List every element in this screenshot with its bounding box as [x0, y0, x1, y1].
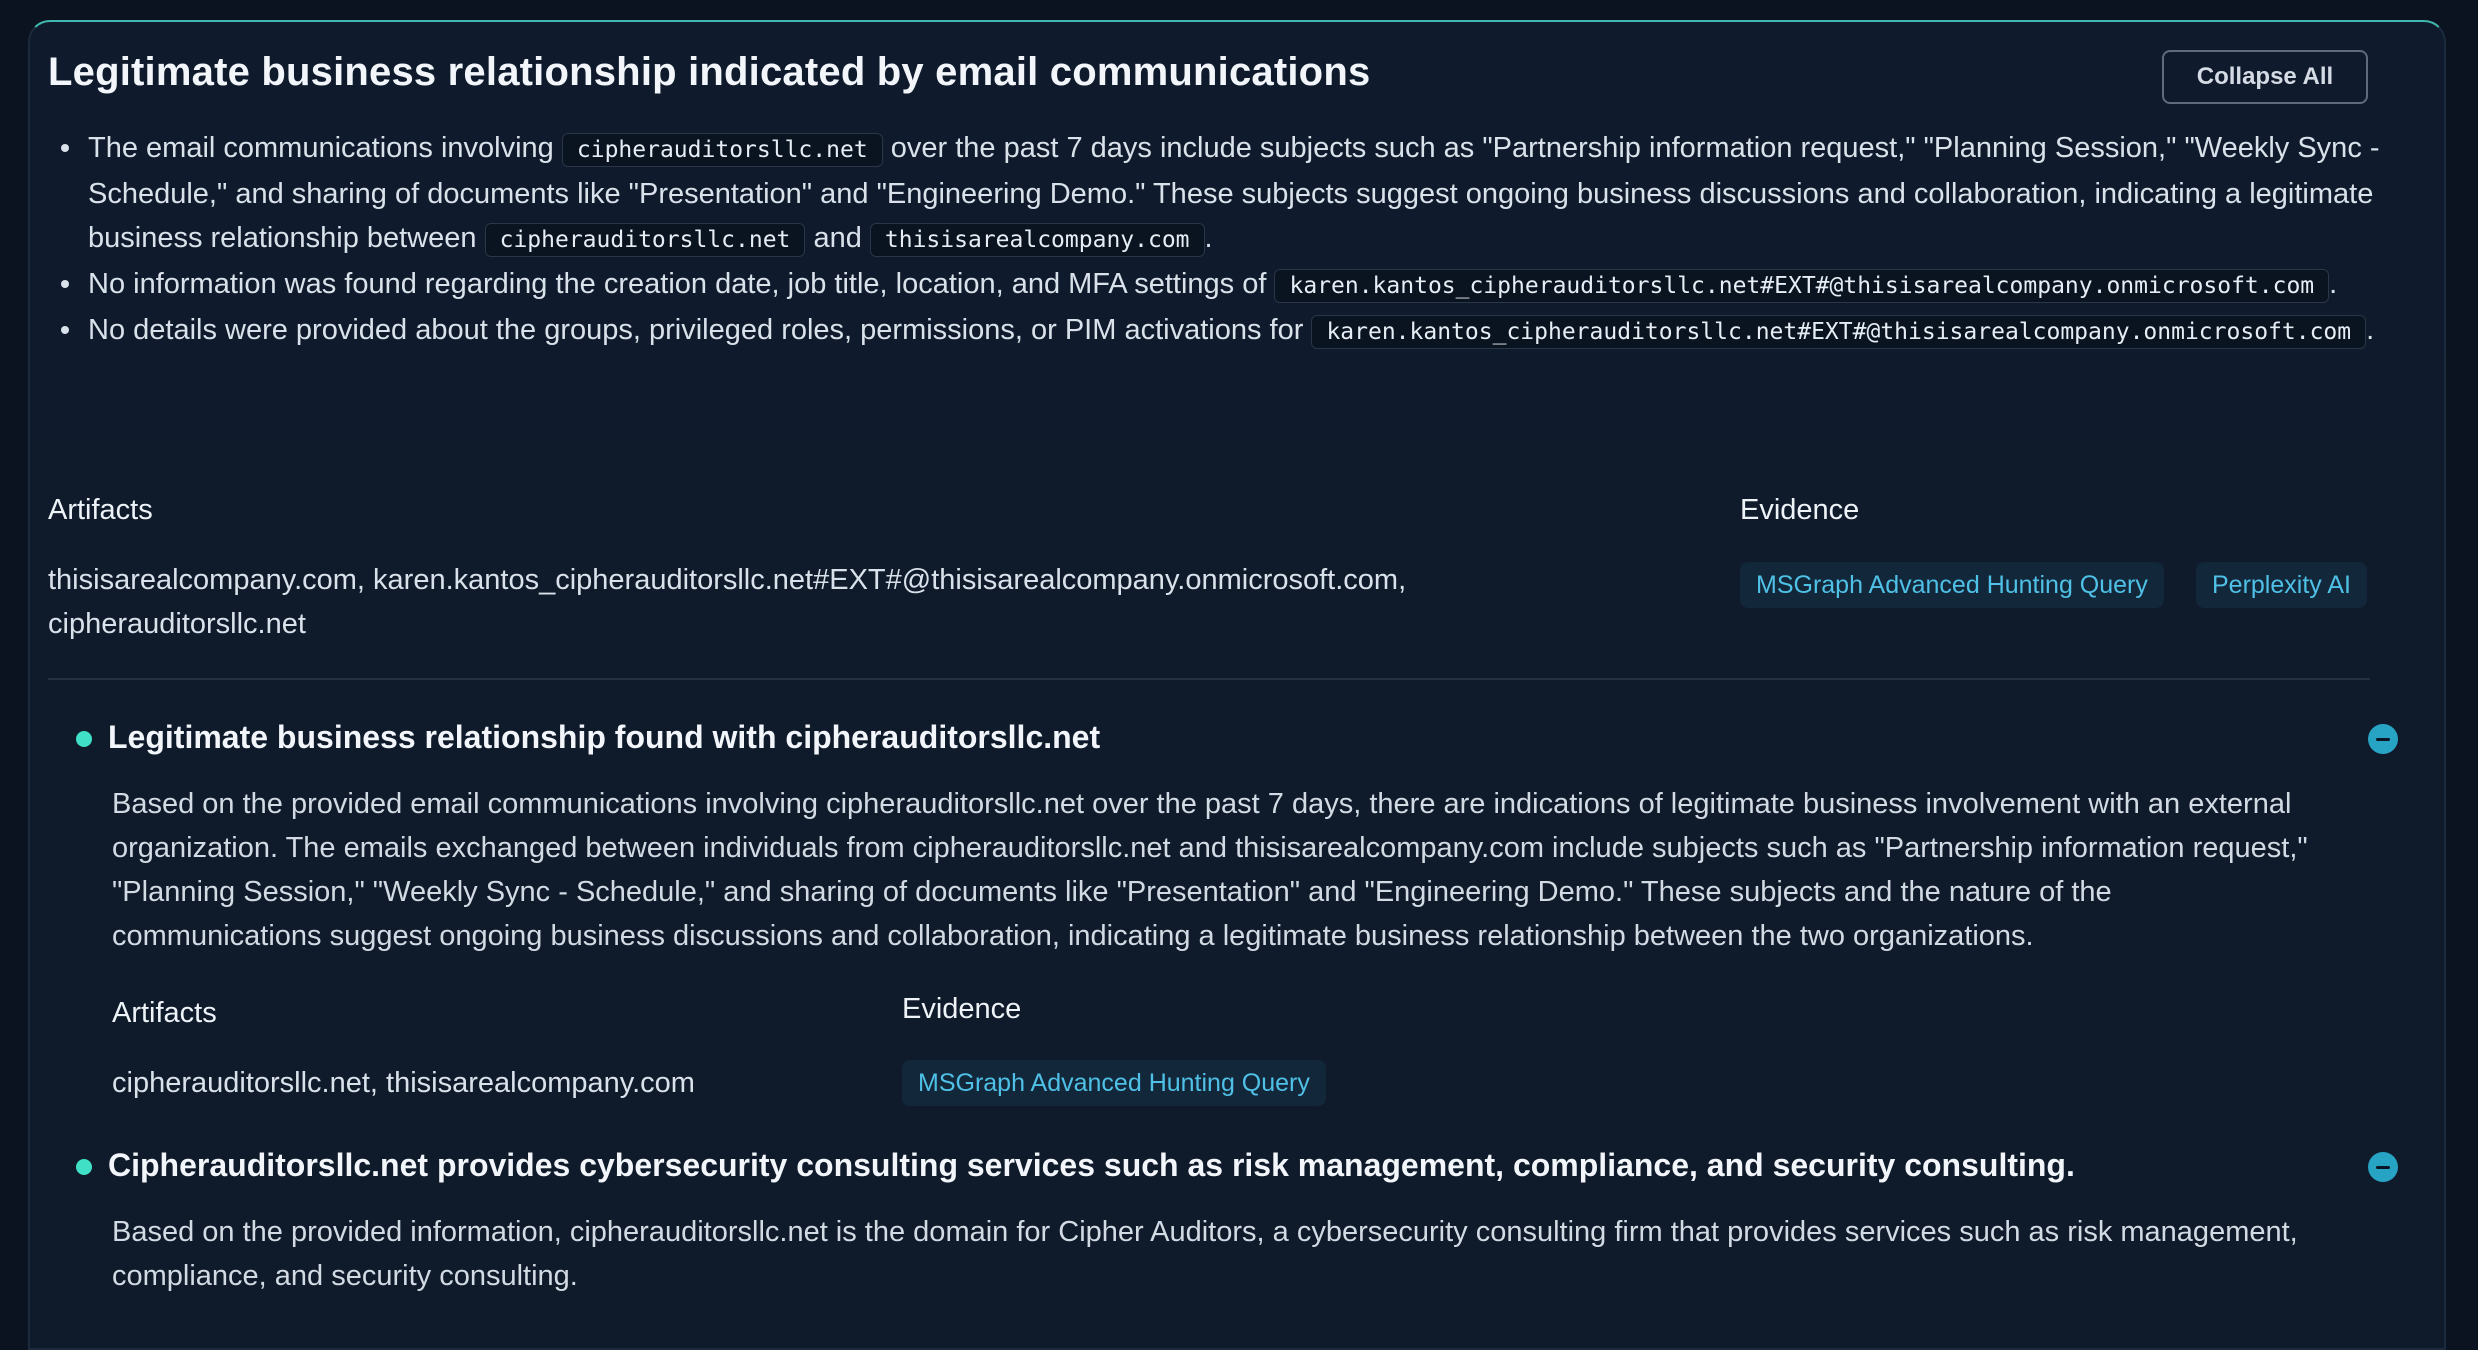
artifacts-label: Artifacts	[48, 494, 153, 526]
user-code: karen.kantos_cipherauditorsllc.net#EXT#@thisisarealcompany.onmicrosoft.com	[1311, 315, 2366, 349]
domain-code: thisisarealcompany.com	[870, 223, 1205, 257]
artifacts-line: cipherauditorsllc.net	[48, 608, 306, 640]
summary-list	[48, 126, 2388, 354]
bullet-text: over the past 7 days include subjects such as "Partnership information request," "Planning Session," "Weekly Sync - Schedule," and sharing of documents like "Presentation" and "Engineering Demo." These subjects suggest ongoing business discussions and collaboration, indicating a legitimate business relationship between	[88, 132, 2380, 254]
domain-code: cipherauditorsllc.net	[562, 133, 883, 167]
summary-bullet-2	[48, 262, 2388, 308]
evidence-tag-msgraph[interactable]: MSGraph Advanced Hunting Query	[1740, 562, 2164, 608]
summary-bullet-1	[48, 126, 2388, 262]
finding-text-line: "Planning Session," "Weekly Sync - Schedule," and sharing of documents like "Presentation" and "Engineering Demo." These subjects and the nature of the	[112, 876, 2112, 908]
collapse-all-button[interactable]: Collapse All	[2162, 50, 2368, 104]
collapse-finding-icon[interactable]	[2368, 724, 2398, 754]
artifacts-list	[48, 558, 1406, 646]
page-title: Legitimate business relationship indicated by email communications	[48, 50, 1371, 94]
artifacts-line: thisisarealcompany.com, karen.kantos_cipherauditorsllc.net#EXT#@thisisarealcompany.onmicrosoft.com,	[48, 564, 1407, 596]
finding-description	[112, 782, 2308, 958]
finding-artifacts-label: Artifacts	[112, 997, 217, 1029]
bullet-text: and	[805, 222, 870, 254]
finding-text-line: compliance, and security consulting.	[112, 1260, 578, 1292]
finding-text-line: organization. The emails exchanged between individuals from cipherauditorsllc.net and thisisarealcompany.com include subjects such as "Partnership information request,"	[112, 832, 2308, 864]
evidence-tag-msgraph[interactable]: MSGraph Advanced Hunting Query	[902, 1060, 1326, 1106]
finding-title[interactable]: Legitimate business relationship found with cipherauditorsllc.net	[108, 719, 1101, 755]
bullet-text: .	[1204, 222, 1213, 254]
finding-status-dot	[76, 1159, 92, 1175]
collapse-finding-icon[interactable]	[2368, 1152, 2398, 1182]
evidence-label: Evidence	[1740, 494, 1860, 526]
user-code: karen.kantos_cipherauditorsllc.net#EXT#@thisisarealcompany.onmicrosoft.com	[1274, 269, 2329, 303]
finding-status-dot	[76, 731, 92, 747]
bullet-text: No information was found regarding the creation date, job title, location, and MFA settings of	[88, 268, 1275, 300]
summary-bullet-3	[48, 308, 2388, 354]
bullet-text: .	[2329, 268, 2338, 300]
finding-text-line: Based on the provided email communications involving cipherauditorsllc.net over the past 7 days, there are indications of legitimate business involvement with an external	[112, 788, 2292, 820]
bullet-text: No details were provided about the groups, privileged roles, permissions, or PIM activations for	[88, 314, 1312, 346]
section-divider	[48, 678, 2370, 680]
finding-title[interactable]: Cipherauditorsllc.net provides cybersecurity consulting services such as risk management, compliance, and security consulting.	[108, 1147, 2075, 1183]
domain-code: cipherauditorsllc.net	[485, 223, 806, 257]
finding-text-line: communications suggest ongoing business discussions and collaboration, indicating a legitimate business relationship between the two organizations.	[112, 920, 2034, 952]
evidence-tag-perplexity[interactable]: Perplexity AI	[2196, 562, 2367, 608]
finding-text-line: Based on the provided information, cipherauditorsllc.net is the domain for Cipher Auditors, a cybersecurity consulting firm that provides services such as risk management,	[112, 1216, 2298, 1248]
bullet-text: .	[2366, 314, 2375, 346]
finding-description	[112, 1210, 2298, 1298]
finding-evidence-label: Evidence	[902, 993, 1022, 1025]
bullet-text: The email communications involving	[88, 132, 562, 164]
finding-artifacts: cipherauditorsllc.net, thisisarealcompany.com	[112, 1067, 695, 1099]
